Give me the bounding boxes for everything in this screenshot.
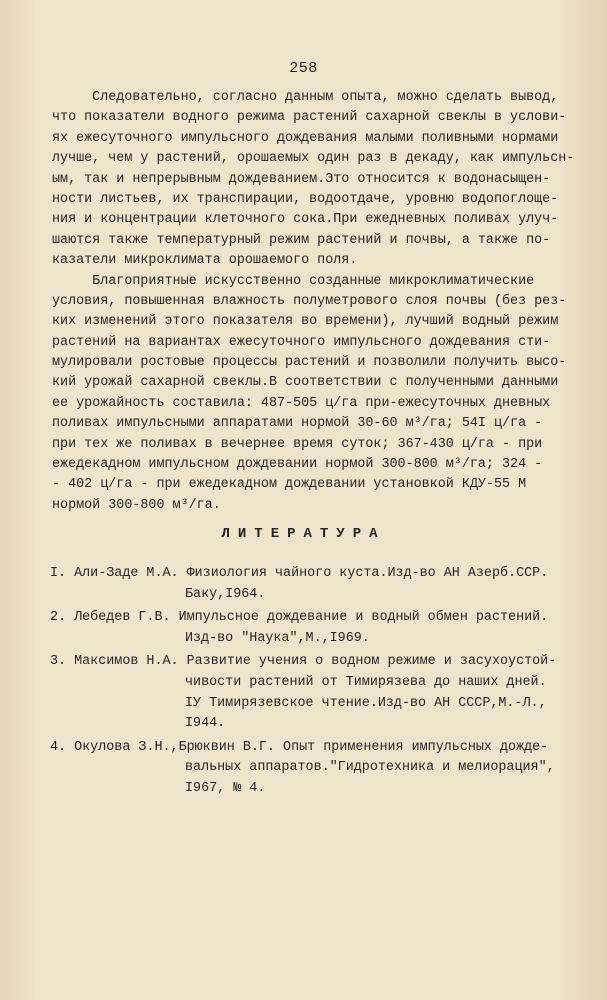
reference-line: 4. Окулова З.Н.,Брюквин В.Г. Опыт применения импульсных дожде- xyxy=(50,739,549,755)
references-heading: ЛИТЕРАТУРА xyxy=(221,526,386,542)
text-line: ее урожайность составила: 487-505 ц/га при-ежесуточных дневных xyxy=(52,395,551,411)
text-line: поливах импульсными аппаратами нормой 30-60 м³/га; 54I ц/га - xyxy=(52,416,543,432)
text-line: мулировали ростовые процессы растений и позволили получить высо- xyxy=(52,355,567,371)
text-line: при тех же поливах в вечернее время суток; 367-430 ц/га - при xyxy=(52,436,543,452)
text-line: кий урожай сахарной свеклы.В соответствии с полученными данными xyxy=(52,375,559,391)
references-list xyxy=(50,564,580,803)
text-line: нормой 300-800 м³/га. xyxy=(52,497,221,513)
body-text xyxy=(52,88,575,516)
text-line: шаются также температурный режим растений и почвы, а также по- xyxy=(52,232,551,248)
text-line: что показатели водного режима растений сахарной свеклы в услови- xyxy=(52,110,567,126)
text-line: Благоприятные искусственно созданные микроклиматические xyxy=(52,273,535,289)
reference-line: вальных аппаратов."Гидротехника и мелиорация", xyxy=(185,760,555,776)
text-line: лучше, чем у растений, орошаемых один раз в декаду, как импульсн- xyxy=(52,151,575,167)
text-line: ях ежесуточного импульсного дождевания малыми поливными нормами xyxy=(52,130,559,146)
reference-line: IУ Тимирязевское чтение.Изд-во АН СССР,М.-Л., xyxy=(185,695,547,711)
text-line: растений на вариантах ежесуточного импульсного дождевания сти- xyxy=(52,334,551,350)
text-line: Следовательно, согласно данным опыта, можно сделать вывод, xyxy=(52,90,559,105)
reference-item xyxy=(50,564,580,605)
reference-item xyxy=(50,608,580,649)
text-line: условия, повышенная влажность полуметрового слоя почвы (без рез- xyxy=(52,293,567,309)
reference-line: Изд-во "Наука",М.,I969. xyxy=(185,630,370,646)
text-line: ежедекадном импульсном дождевании нормой 300-800 м³/га; 324 - xyxy=(52,457,543,473)
reference-line: 3. Максимов Н.А. Развитие учения о водном режиме и засухоустой- xyxy=(50,654,557,670)
reference-line: I944. xyxy=(185,716,226,732)
paragraph-yield xyxy=(52,272,572,517)
reference-item xyxy=(50,652,580,734)
text-line: ния и концентрации клеточного сока.При ежедневных поливах улуч- xyxy=(52,212,559,228)
paragraph-conclusion xyxy=(52,88,575,272)
text-line: ым, так и непрерывным дождеванием.Это относится к водонасыщен- xyxy=(52,171,551,187)
text-line: казатели микроклимата орошаемого поля. xyxy=(52,253,358,269)
reference-line: I967, № 4. xyxy=(185,780,266,796)
page-number: 258 xyxy=(289,60,318,77)
reference-line: 2. Лебедев Г.В. Импульсное дождевание и водный обмен растений. xyxy=(50,610,549,626)
text-line: ких изменений этого показателя во времени), лучший водный режим xyxy=(52,314,559,330)
reference-line: чивости растений от Тимирязева до наших дней. xyxy=(185,674,547,690)
reference-line: Баку,I964. xyxy=(185,586,266,602)
text-line: - 402 ц/га - при ежедекадном дождевании установкой КДУ-55 М xyxy=(52,477,527,493)
reference-item xyxy=(50,738,580,800)
reference-line: I. Али-Заде М.А. Физиология чайного куста.Изд-во АН Азерб.ССР. xyxy=(50,566,549,581)
text-line: ности листьев, их транспирации, водоотдаче, уровню водопоглоще- xyxy=(52,191,559,207)
